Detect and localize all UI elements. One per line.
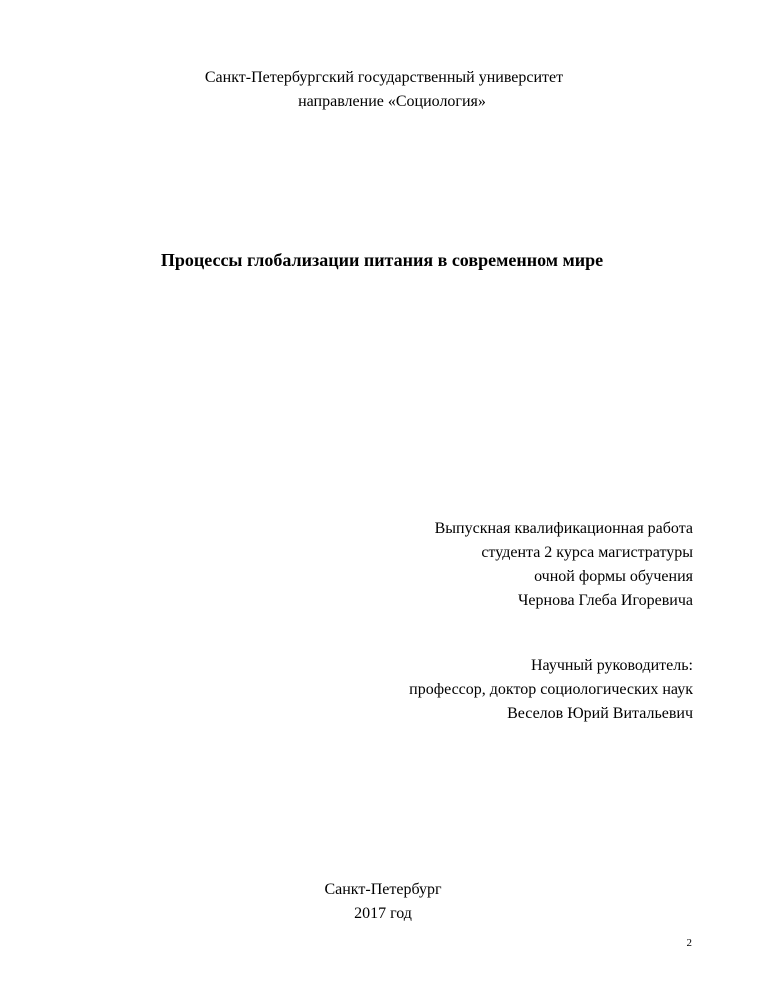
- work-type-line: Выпускная квалификационная работа: [434, 520, 693, 537]
- page-number: 2: [686, 937, 692, 949]
- supervisor-name: Веселов Юрий Витальевич: [507, 705, 693, 722]
- direction-name: направление «Социология»: [298, 93, 486, 110]
- city: Санкт-Петербург: [324, 881, 442, 898]
- thesis-title: Процессы глобализации питания в современном мире: [160, 250, 604, 270]
- university-name: Санкт-Петербургский государственный университет: [204, 69, 564, 86]
- supervisor-label: Научный руководитель:: [530, 657, 693, 674]
- student-name: Чернова Глеба Игоревича: [518, 592, 693, 609]
- student-course-line: студента 2 курса магистратуры: [481, 544, 693, 561]
- supervisor-title: профессор, доктор социологических наук: [409, 681, 693, 698]
- year: 2017 год: [354, 905, 412, 922]
- study-form-line: очной формы обучения: [534, 568, 693, 585]
